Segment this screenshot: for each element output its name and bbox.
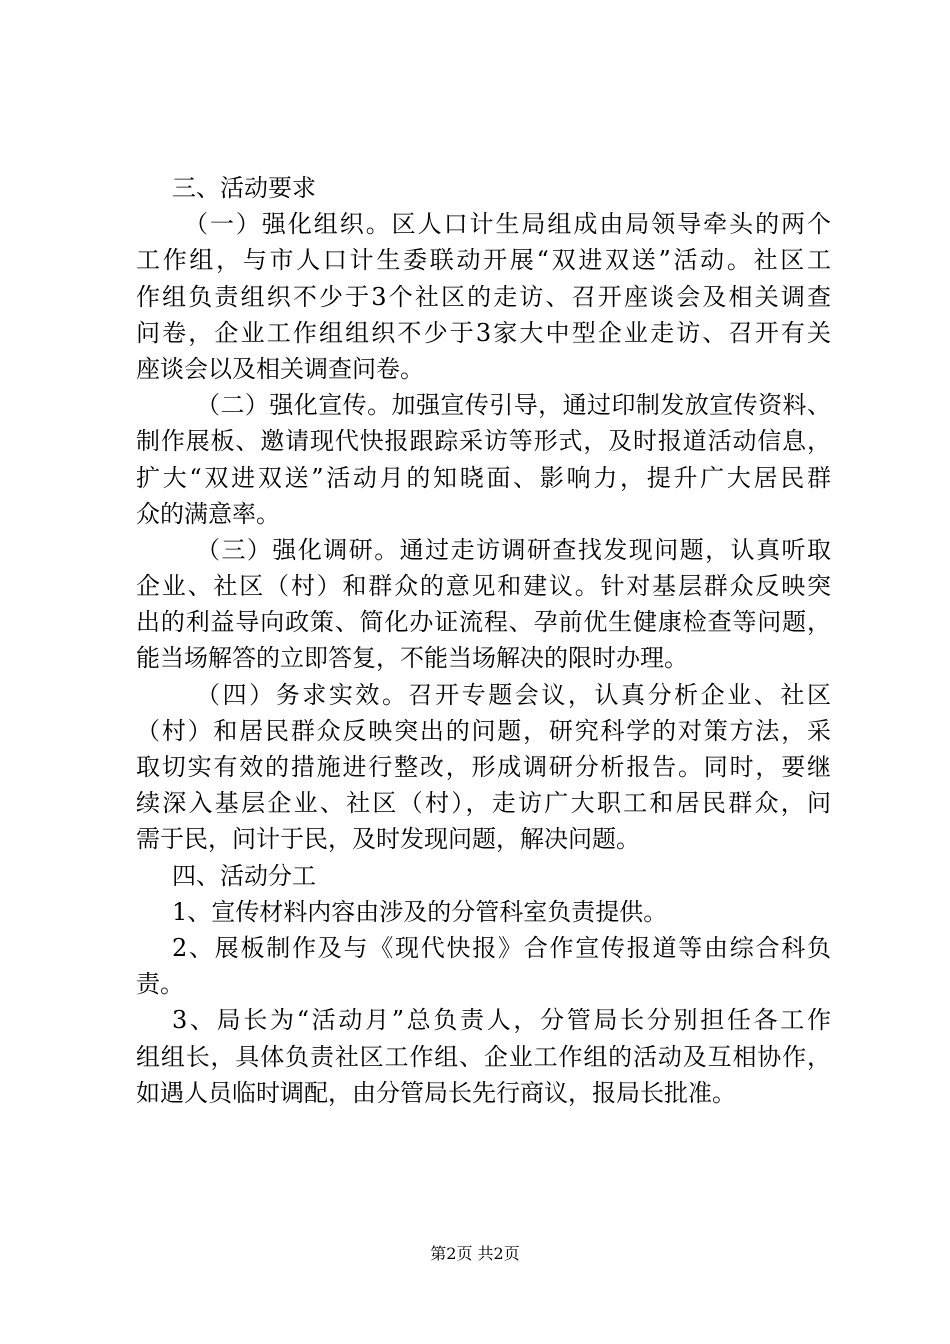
paragraph-line: 座谈会以及相关调查问卷。 — [136, 354, 424, 383]
paragraph-line: 如遇人员临时调配，由分管局长先行商议，报局长批准。 — [136, 1078, 736, 1107]
paragraph-line: 能当场解答的立即答复，不能当场解决的限时办理。 — [136, 644, 688, 673]
paragraph-line: 取切实有效的措施进行整改，形成调研分析报告。同时，要继 — [136, 753, 831, 781]
paragraph-line: 众的满意率。 — [136, 499, 280, 528]
paragraph-line: （二）强化宣传。加强宣传引导，通过印制发放宣传资料、 — [196, 391, 831, 420]
section-heading-division: 四、活动分工 — [172, 861, 316, 890]
paragraph-line: （四）务求实效。召开专题会议，认真分析企业、社区 — [196, 680, 831, 709]
paragraph-line: 企业、社区（村）和群众的意见和建议。针对基层群众反映突 — [136, 572, 831, 601]
paragraph-line: （一）强化组织。区人口计生局组成由局领导牵头的两个 — [184, 210, 831, 239]
paragraph-line: 作组负责组织不少于3个社区的走访、召开座谈会及相关调查 — [136, 282, 831, 311]
page-number-footer: 第2页 共2页 — [430, 1244, 520, 1263]
paragraph-line: 需于民，问计于民，及时发现问题，解决问题。 — [136, 825, 640, 854]
section-heading-requirements: 三、活动要求 — [172, 174, 316, 202]
paragraph-line: 制作展板、邀请现代快报跟踪采访等形式，及时报道活动信息， — [136, 427, 831, 456]
paragraph-line: 责。 — [136, 970, 184, 999]
paragraph-line: （村）和居民群众反映突出的问题，研究科学的对策方法，采 — [136, 716, 831, 745]
paragraph-line: 工作组，与市人口计生委联动开展“双进双送”活动。社区工 — [136, 246, 831, 275]
paragraph-line: 组组长，具体负责社区工作组、企业工作组的活动及互相协作， — [136, 1042, 831, 1071]
paragraph-line: 扩大“双进双送”活动月的知晓面、影响力，提升广大居民群 — [136, 463, 831, 492]
document-body — [136, 170, 831, 1111]
paragraph-line: 3、局长为“活动月”总负责人，分管局长分别担任各工作 — [172, 1006, 831, 1035]
paragraph-line: 1、宣传材料内容由涉及的分管科室负责提供。 — [172, 897, 668, 926]
paragraph-line: 问卷，企业工作组组织不少于3家大中型企业走访、召开有关 — [136, 318, 831, 347]
paragraph-line: 出的利益导向政策、简化办证流程、孕前优生健康检查等问题， — [136, 608, 831, 637]
paragraph-line: 续深入基层企业、社区（村），走访广大职工和居民群众，问 — [136, 789, 831, 818]
paragraph-line: 2、展板制作及与《现代快报》合作宣传报道等由综合科负 — [172, 933, 831, 962]
paragraph-line: （三）强化调研。通过走访调研查找发现问题，认真听取 — [196, 535, 831, 564]
